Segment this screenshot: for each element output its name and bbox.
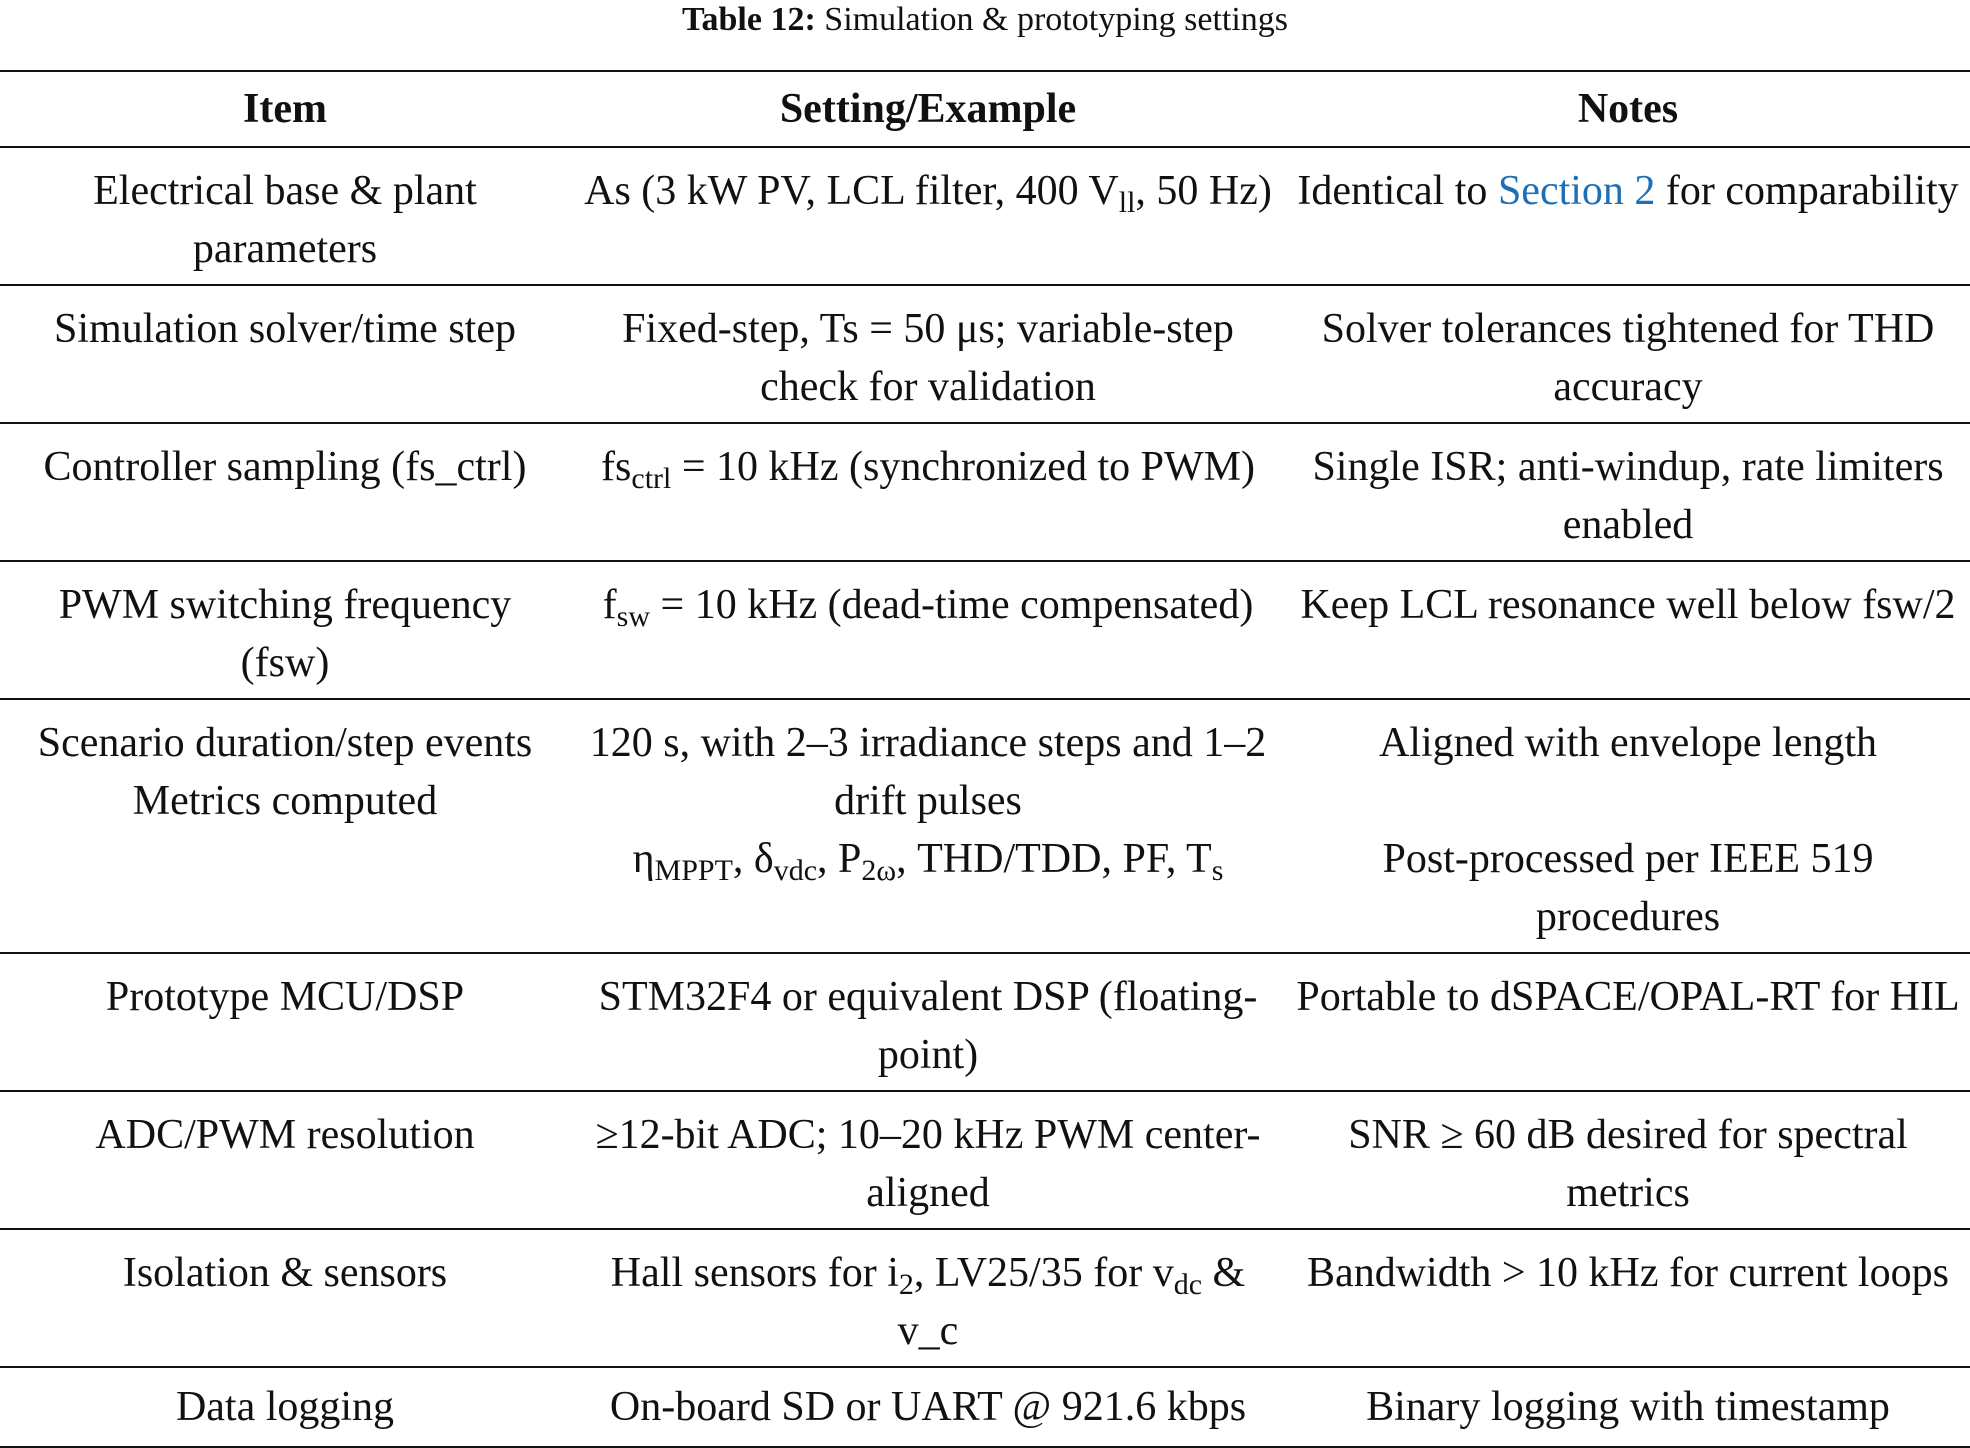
header-notes: Notes (1577, 86, 1679, 132)
cell-setting: $fs_{ctrl} = 10$ kHz (synchronized to PWM) (601, 444, 1255, 495)
caption-text: Simulation & prototyping settings (824, 1, 1289, 38)
table-row (0, 147, 1970, 285)
section-2-link[interactable]: Section 2 (1497, 168, 1656, 214)
cell-notes: Aligned with envelope length Post-processed per IEEE 519 procedures (1286, 699, 1970, 953)
table-caption (0, 0, 1970, 50)
cell-item-metrics: Metrics computed (132, 778, 438, 824)
cell-notes: Keep LCL resonance well below fsw/2 (1300, 582, 1956, 628)
cell-notes: Binary logging with timestamp (1366, 1384, 1890, 1430)
header-row (0, 71, 1970, 147)
cell-item: PWM switching frequency (fsw) (58, 582, 512, 686)
cell-item: Scenario duration/step events Metrics computed (0, 699, 570, 953)
cell-notes: Single ISR; anti-windup, rate limiters enabled (1312, 444, 1944, 548)
cell-setting: 120 s, with 2–3 irradiance steps and 1–2 drift pulses $\eta_{MPPT}$, $\delta_{vdc}$, $P_{2\omega}$, THD/TDD, PF, $T_s$ (570, 699, 1286, 953)
cell-notes: Identical to Section 2 for comparability (1297, 168, 1959, 214)
cell-setting: STM32F4 or equivalent DSP (floating-point) (598, 974, 1258, 1078)
settings-table (0, 70, 1970, 1448)
cell-setting: As (3 kW PV, LCL filter, 400 $V_{ll}$, 50 Hz) (584, 168, 1272, 219)
table-row (0, 561, 1970, 699)
table-row (0, 1229, 1970, 1367)
cell-item: Electrical base & plant parameters (93, 168, 477, 272)
cell-notes: Solver tolerances tightened for THD accuracy (1321, 306, 1935, 410)
cell-setting: ≥12-bit ADC; 10–20 kHz PWM center-aligned (595, 1112, 1261, 1216)
table-row (0, 1367, 1970, 1447)
table-row (0, 423, 1970, 561)
cell-notes: Bandwidth > 10 kHz for current loops (1307, 1250, 1949, 1296)
caption-label: Table 12: (681, 1, 816, 38)
table-row (0, 1091, 1970, 1229)
table-row (0, 285, 1970, 423)
cell-setting-metrics: $\eta_{MPPT}$, $\delta_{vdc}$, $P_{2\omega}$, THD/TDD, PF, $T_s$ (632, 836, 1224, 887)
cell-notes: Portable to dSPACE/OPAL-RT for HIL (1296, 974, 1960, 1020)
cell-item: Controller sampling (fs_ctrl) (43, 444, 527, 490)
header-item: Item (243, 86, 327, 132)
cell-item: Simulation solver/time step (54, 306, 516, 352)
cell-item: Data logging (175, 1384, 395, 1430)
table-row (0, 699, 1970, 953)
cell-item: ADC/PWM resolution (95, 1112, 475, 1158)
cell-setting: On-board SD or UART @ 921.6 kbps (609, 1384, 1247, 1430)
header-setting: Setting/Example (779, 86, 1077, 132)
cell-notes: SNR ≥ 60 dB desired for spectral metrics (1348, 1112, 1908, 1216)
cell-setting: Fixed-step, Ts = 50 μs; variable-step check for validation (622, 306, 1234, 410)
cell-item: Isolation & sensors (122, 1250, 448, 1296)
cell-notes-metrics: Post-processed per IEEE 519 procedures (1382, 836, 1874, 940)
cell-item: Prototype MCU/DSP (105, 974, 465, 1020)
cell-setting: Hall sensors for $i_2$, LV25/35 for $v_{dc}$ & v_c (610, 1250, 1246, 1354)
table-row (0, 953, 1970, 1091)
cell-setting: $f_{sw} = 10$ kHz (dead-time compensated) (602, 582, 1254, 633)
